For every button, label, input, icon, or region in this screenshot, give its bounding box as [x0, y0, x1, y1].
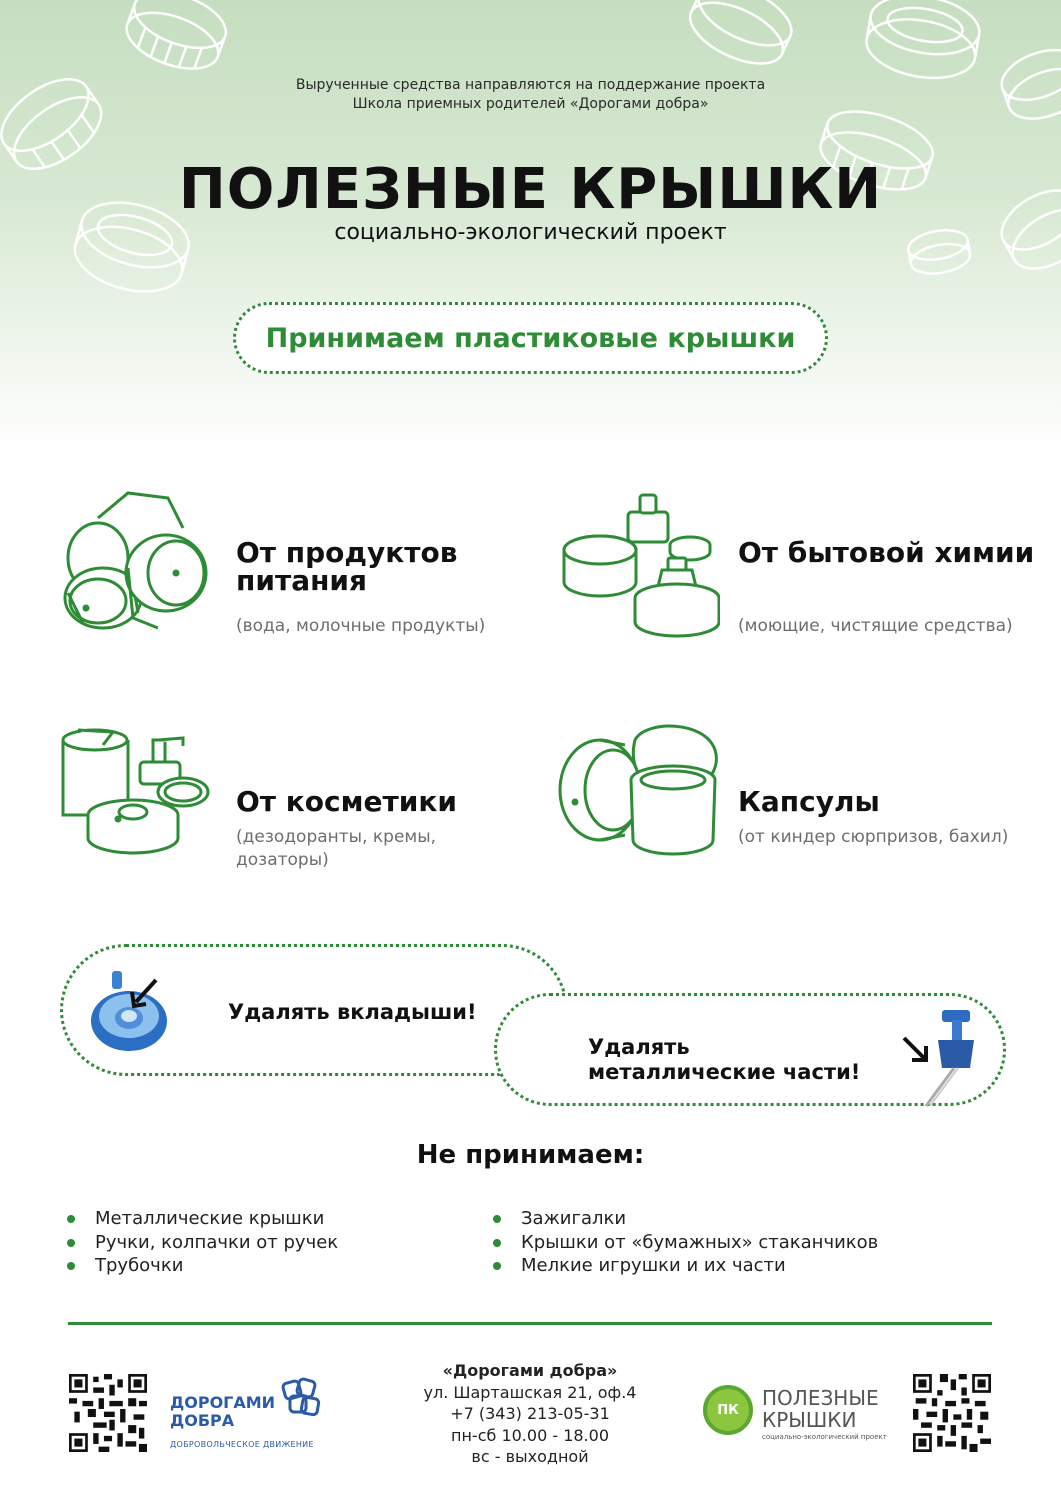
household-caps-icon	[560, 490, 720, 640]
pump-dispenser-icon	[896, 1008, 996, 1108]
contact-hours-weekdays: пн-сб 10.00 - 18.00	[451, 1425, 609, 1445]
category-title: От косметики	[236, 785, 457, 818]
contact-address: ул. Шарташская 21, оф.4	[423, 1382, 637, 1402]
not-accepted-list-left	[65, 1207, 338, 1278]
list-item: Ручки, колпачки от ручек	[65, 1231, 338, 1255]
contact-hours-sunday: вс - выходной	[471, 1447, 589, 1466]
category-title: Капсулы	[738, 785, 880, 818]
cap-with-insert-icon	[84, 966, 174, 1056]
project-name-line1: ПОЛЕЗНЫЕ	[762, 1386, 879, 1410]
category-cosmetics	[0, 715, 530, 895]
warning-remove-inserts: Удалять вкладыши!	[228, 1000, 477, 1024]
footer-divider	[68, 1322, 992, 1325]
category-description: (вода, молочные продукты)	[236, 616, 486, 636]
food-caps-icon	[58, 488, 208, 638]
qr-code-right[interactable]	[913, 1374, 991, 1452]
funding-note-line2: Школа приемных родителей «Дорогами добра»	[352, 96, 709, 112]
category-description: (дезодоранты, кремы, дозаторы)	[236, 827, 437, 870]
contact-info	[380, 1360, 680, 1468]
dorogami-dobra-logo-icon	[280, 1376, 324, 1420]
project-tagline: социально-экологический проект	[762, 1433, 887, 1441]
project-logo-badge-text: ПК	[717, 1402, 739, 1418]
category-description: (моющие, чистящие средства)	[738, 616, 1013, 636]
org-name-line2: ДОБРА	[170, 1411, 235, 1430]
category-description: (от киндер сюрпризов, бахил)	[738, 827, 1009, 847]
not-accepted-title: Не принимаем:	[416, 1140, 645, 1170]
list-item: Крышки от «бумажных» стаканчиков	[491, 1231, 878, 1255]
qr-code-left[interactable]	[69, 1374, 147, 1452]
funding-note	[0, 76, 1061, 114]
cosmetics-caps-icon	[58, 720, 213, 860]
accept-banner: Принимаем пластиковые крышки	[233, 302, 828, 374]
list-item: Металлические крышки	[65, 1207, 338, 1231]
category-title: От продуктов питания	[236, 536, 458, 597]
project-logo-poleznye-kryshki	[700, 1382, 900, 1452]
category-food	[0, 480, 530, 660]
funding-note-line1: Вырученные средства направляются на поддержание проекта	[295, 77, 766, 93]
org-name-line1: ДОРОГАМИ	[170, 1393, 276, 1412]
capsules-icon	[555, 720, 720, 860]
not-accepted-list-right	[491, 1207, 878, 1278]
list-item: Трубочки	[65, 1254, 338, 1278]
contact-phone[interactable]: +7 (343) 213-05-31	[450, 1404, 610, 1423]
page-subtitle: социально-экологический проект	[334, 220, 727, 245]
project-logo-badge	[703, 1385, 753, 1435]
org-logo-dorogami-dobra	[170, 1376, 330, 1456]
category-household	[530, 480, 1061, 660]
project-name-line2: КРЫШКИ	[762, 1408, 857, 1432]
warning-remove-metal: Удалять металлические части!	[588, 1035, 861, 1084]
page-title: ПОЛЕЗНЫЕ КРЫШКИ	[178, 157, 883, 222]
org-tagline: ДОБРОВОЛЬЧЕСКОЕ ДВИЖЕНИЕ	[170, 1440, 314, 1449]
hero-section	[0, 0, 1061, 450]
category-capsules	[530, 715, 1061, 895]
list-item: Мелкие игрушки и их части	[491, 1254, 878, 1278]
contact-name: «Дорогами добра»	[442, 1361, 618, 1380]
category-title: От бытовой химии	[738, 536, 1035, 569]
list-item: Зажигалки	[491, 1207, 878, 1231]
